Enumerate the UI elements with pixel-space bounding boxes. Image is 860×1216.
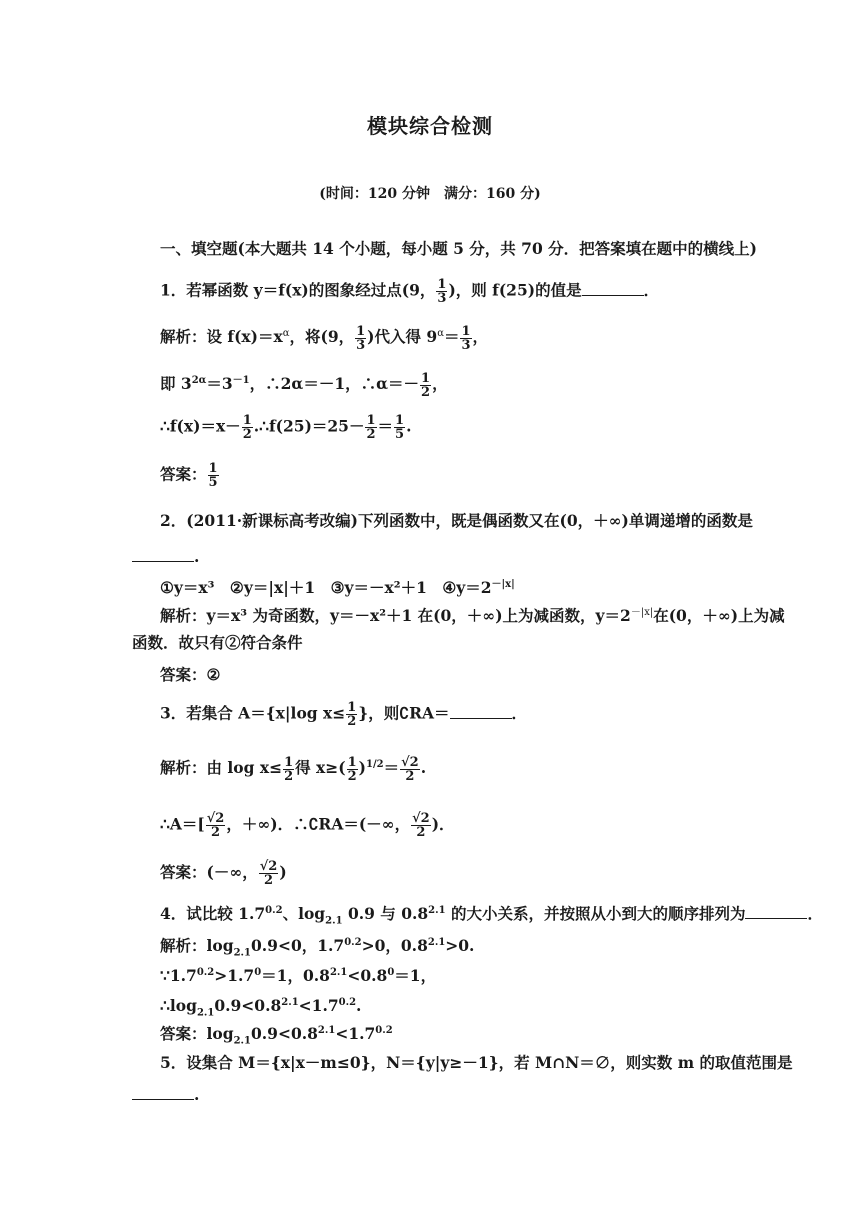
exam-info: (时间：120 分钟 满分：160 分) <box>319 186 541 202</box>
page-title: 模块综合检测 <box>367 114 493 138</box>
answer-blank <box>132 1085 194 1100</box>
q1-solution-1: 解析：设 $f(x)=x^\alpha$，将(9， $\frac{1}{3}$ )代入得 $9^\alpha=$ $\frac{1}{3}$ ， <box>160 323 489 353</box>
q1-answer: 答案： $\frac{1}{5}$ <box>160 461 218 490</box>
q1-solution-3: ∴f(x)＝x－ $\frac{1}{2}$ .∴f(25)＝25－ $\frac{1}{2}$ ＝ $\frac{1}{5}$ . <box>160 413 412 442</box>
q3-answer: 答案：(－∞， $\frac{√2}{2}$ ) <box>160 859 287 888</box>
question-2: 2．(2011·新课标高考改编)下列函数中，既是偶函数又在(0，＋∞)单调递增的函数是 <box>160 511 753 530</box>
q4-answer: 答案：$\log_{2.1}0.9<0.8^{2.1}<1.7^{0.2}$ <box>160 1024 393 1047</box>
q4-solution-1: 解析：$\log_{2.1}0.9<0$，$1.7^{0.2}>0$，$0.8^{2.1}>0$. <box>160 936 475 959</box>
q3-solution-2: ∴A＝[ $\frac{√2}{2}$ ，＋∞)．∴∁RA＝(－∞， $\frac{√2}{2}$ )． <box>160 811 455 840</box>
answer-blank <box>745 904 807 919</box>
q2-solution-1: 解析：y＝x³ 为奇函数，y＝－x²＋1 在(0，＋∞)上为减函数，$y=2^{-|x|}$在(0，＋∞)上为减 <box>160 606 785 626</box>
section-header: 一、填空题(本大题共 14 个小题，每小题 5 分，共 70 分．把答案填在题中的横线上) <box>160 239 757 258</box>
q1-solution-2: 即 $3^{2\alpha}=3^{-1}$，∴2α＝－1，∴α＝－ $\frac{1}{2}$ ， <box>160 370 448 400</box>
q4-solution-3: $\therefore\log_{2.1}0.9<0.8^{2.1}<1.7^{0.2}$. <box>160 996 362 1019</box>
question-1: 1．若幂函数 y＝f(x)的图象经过点(9， $\frac{1}{3}$ )，则 f(25)的值是 ． <box>160 277 660 306</box>
answer-blank <box>582 281 644 296</box>
question-5: 5．设集合 M＝{x|x－m≤0}，N＝{y|y≥－1}，若 M∩N＝∅，则实数 m 的取值范围是 <box>160 1053 793 1072</box>
question-2-blank-line: . <box>132 546 199 568</box>
q3-solution-1: 解析：由 log x≤ $\frac{1}{2}$ 得 x≥( $\frac{1}{2}$ )$^{1/2}$＝ $\frac{√2}{2}$ . <box>160 754 427 784</box>
q2-solution-2: 函数．故只有②符合条件 <box>132 633 303 652</box>
q2-answer: 答案：② <box>160 665 221 684</box>
answer-blank <box>132 547 194 562</box>
question-3: 3．若集合 A＝{x|log x≤ $\frac{1}{2}$ }，则∁RA＝ ． <box>160 700 528 729</box>
question-4: 4．试比较 $1.7^{0.2}$、$\log_{2.1} 0.9$ 与 $0.8^{2.1}$ 的大小关系，并按照从小到大的顺序排列为 ． <box>160 904 823 927</box>
q4-solution-2: $\because 1.7^{0.2}>1.7^0=1$，$0.8^{2.1}<0.8^0=1$， <box>160 966 437 986</box>
q2-options: ①y＝x³ ②y＝|x|＋1 ③y＝－x²＋1 $④y=2^{-|x|}$ <box>160 578 515 598</box>
question-5-blank-line: . <box>132 1084 199 1106</box>
answer-blank <box>450 704 512 719</box>
